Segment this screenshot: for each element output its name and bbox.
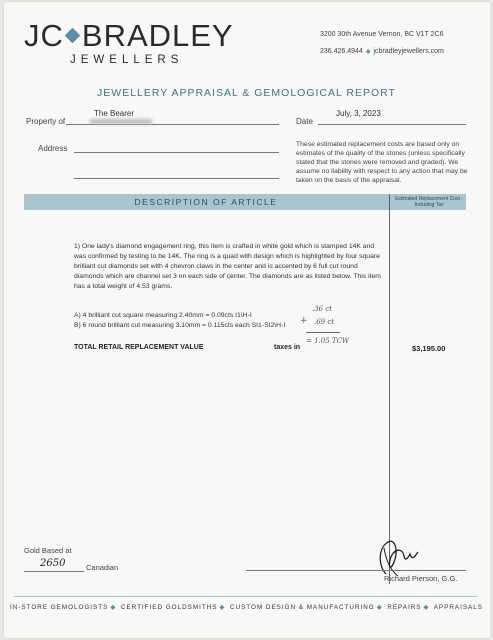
total-value-amount: $3,195.00 xyxy=(412,344,446,353)
disclaimer-text: These estimated replacement costs are based only on estimates of the quality of the stones (unless specifically stated that the stones were removed and graded). We assume no liability with respect to any action that may be taken on the basis of the appraisal. xyxy=(296,141,468,184)
signature-mark xyxy=(368,530,428,580)
gold-price-line xyxy=(24,571,84,572)
signature-line xyxy=(246,570,466,571)
diamond-separator-icon: ◆ xyxy=(110,604,117,611)
date-line xyxy=(318,124,466,125)
price-column-header: Estimated Replacement Cost - Including Tax xyxy=(395,196,463,208)
handwritten-sum-line xyxy=(306,332,340,333)
redacted-area xyxy=(90,119,152,124)
address-line-2 xyxy=(74,178,279,179)
item-description: 1) One lady's diamond engagement ring, this item is crafted in white gold which is stamped 14K and was confirmed by testing to be 14K. The ring is a quad with design which is highlighted by four square brilliant cut diamonds set with 4 chevron claws in the center and is accented by 6 full cut round diamonds which are channel set 3 on each side of center. The diamonds are as listed below. This item has a total weight of 4.53 grams. xyxy=(74,243,381,290)
gold-price-value: 2650 xyxy=(40,558,66,569)
property-of-line xyxy=(66,124,279,125)
company-logo: JC BRADLEY xyxy=(24,18,234,53)
currency-label: Canadian xyxy=(86,563,119,572)
handwritten-plus: + xyxy=(300,316,308,326)
item-a-line: A) 4 brilliant cut square measuring 2.40mm = 0.09cts I1\H-I xyxy=(74,312,252,319)
company-phone: 236.426.4944 xyxy=(320,48,363,55)
handwritten-carat-b: .69 ct xyxy=(314,318,335,326)
services-footer xyxy=(0,604,493,611)
diamond-separator-icon: ◆ xyxy=(423,604,430,611)
address-label: Address xyxy=(38,144,68,153)
handwritten-total-carat: = 1.05 TCW xyxy=(306,337,350,345)
company-contact xyxy=(320,48,444,55)
property-of-value: The Bearer xyxy=(94,109,135,118)
logo-subtitle: JEWELLERS xyxy=(70,54,184,66)
description-header: DESCRIPTION OF ARTICLE xyxy=(134,197,278,207)
diamond-separator-icon: ◆ xyxy=(219,604,226,611)
appraiser-name: Richard Pierson, G.G. xyxy=(384,574,458,583)
address-line-1 xyxy=(74,152,279,153)
company-website: jcbradleyjewellers.com xyxy=(373,48,444,55)
property-of-label: Property of xyxy=(26,117,66,126)
service-goldsmiths: CERTIFIED GOLDSMITHS xyxy=(120,604,218,611)
service-repairs: REPAIRS xyxy=(387,604,422,611)
diamond-logo-icon xyxy=(65,28,81,44)
item-b-line: B) 6 round brilliant cut measuring 3.10mm = 0.115cts each SI1-SI2\H-I xyxy=(74,322,286,329)
diamond-separator-icon: ◆ xyxy=(376,604,383,611)
service-appraisals: APPRAISALS xyxy=(433,604,483,611)
total-value-label: TOTAL RETAIL REPLACEMENT VALUE xyxy=(74,344,204,351)
handwritten-carat-a: .36 ct xyxy=(312,305,333,313)
footer-divider xyxy=(14,596,478,597)
report-title: JEWELLERY APPRAISAL & GEMOLOGICAL REPORT xyxy=(97,87,396,99)
gold-based-label: Gold Based at xyxy=(24,546,72,555)
date-label: Date xyxy=(296,117,313,126)
column-divider xyxy=(389,194,390,584)
service-gemologists: IN-STORE GEMOLOGISTS xyxy=(10,604,109,611)
taxes-in-label: taxes in xyxy=(274,344,301,351)
date-value: July, 3, 2023 xyxy=(336,109,381,118)
diamond-separator-icon: ◆ xyxy=(365,49,371,55)
company-address: 3200 30th Avenue Vernon, BC V1T 2C6 xyxy=(320,31,444,38)
service-custom-design: CUSTOM DESIGN & MANUFACTURING xyxy=(230,604,375,611)
